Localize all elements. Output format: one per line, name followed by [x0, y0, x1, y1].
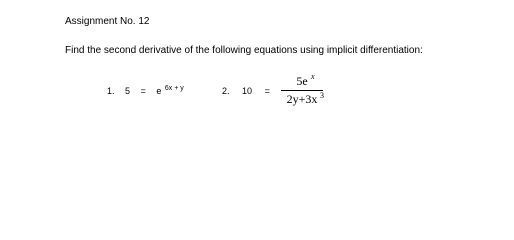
assignment-title: Assignment No. 12	[65, 16, 150, 27]
instruction-text: Find the second derivative of the following equations using implicit differentiation:	[65, 45, 423, 56]
fraction-denominator	[281, 92, 323, 106]
numerator-text: 5e	[296, 74, 308, 88]
numerator-exponent: x	[311, 72, 315, 81]
problem-2-equals: =	[264, 86, 270, 96]
problem-2	[222, 86, 270, 96]
denominator-text: 2y+3x	[286, 92, 318, 106]
problem-1-left-side: 5	[125, 86, 131, 96]
problem-2-left-side: 10	[242, 86, 253, 96]
problem-2-number: 2.	[222, 86, 230, 96]
problem-1-exponent: 6x + y	[164, 85, 184, 92]
fraction-bar	[281, 90, 323, 91]
denominator-exponent: 3	[320, 91, 324, 100]
fraction-numerator	[287, 74, 317, 88]
problem-1-base: e	[156, 86, 162, 96]
problem-1-number: 1.	[107, 86, 115, 96]
problem-1	[107, 86, 184, 96]
problem-1-equals: =	[140, 86, 146, 96]
